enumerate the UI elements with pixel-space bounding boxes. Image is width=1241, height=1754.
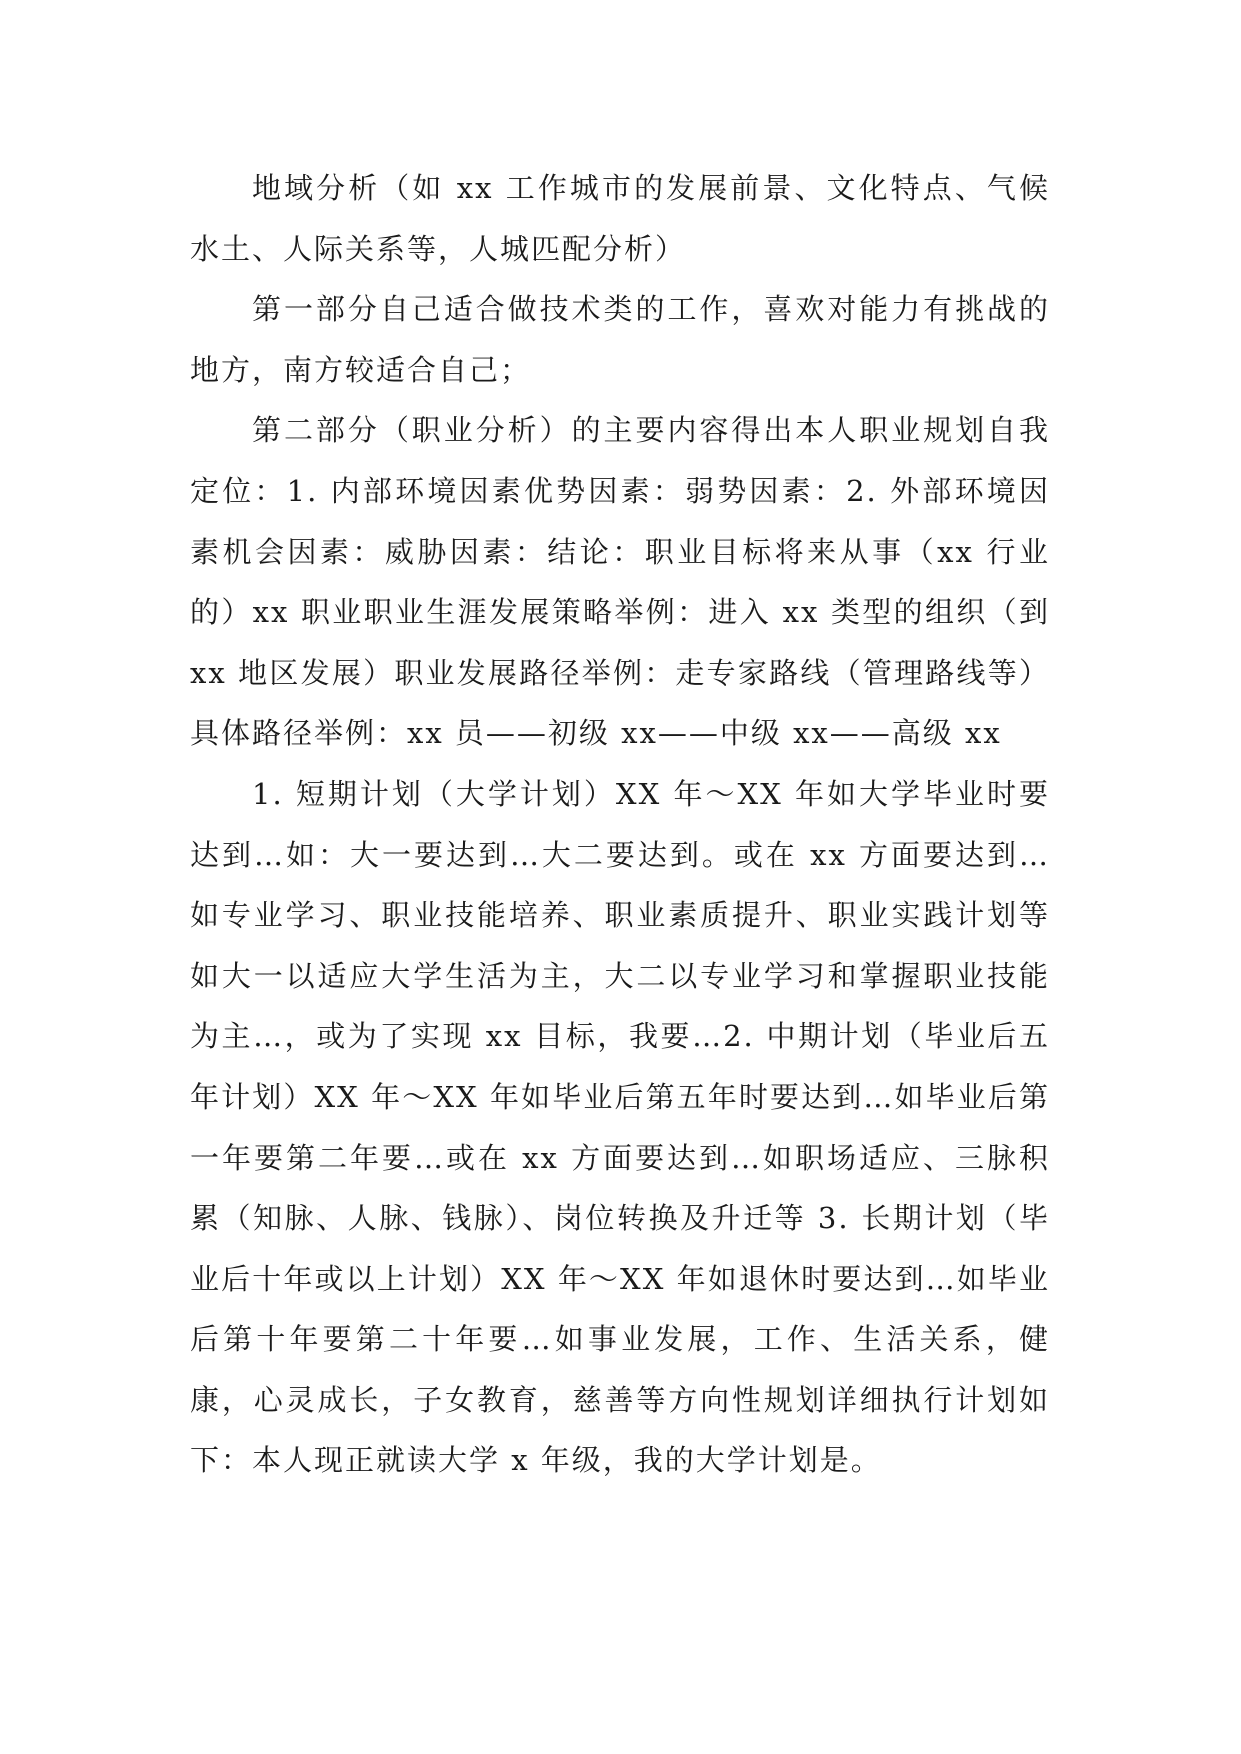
paragraph-part-one: 第一部分自己适合做技术类的工作，喜欢对能力有挑战的地方，南方较适合自己； bbox=[190, 292, 1050, 387]
paragraph-part-two: 第二部分（职业分析）的主要内容得出本人职业规划自我定位：1. 内部环境因素优势因素：弱势因素：2. 外部环境因素机会因素：威胁因素：结论：职业目标将来从事（xx 行业的）xx 职业职业生涯发展策略举例：进入 xx 类型的组织（到 xx 地区发展）职业发展路径举例：走专家路线（管理路线等）具体路径举例：xx 员——初级 xx——中级 xx——高级 xx bbox=[190, 413, 1050, 751]
document-body bbox=[190, 158, 1050, 1491]
paragraph-plans: 1. 短期计划（大学计划）XX 年～XX 年如大学毕业时要达到…如：大一要达到…大二要达到。或在 xx 方面要达到…如专业学习、职业技能培养、职业素质提升、职业实践计划等如大一以适应大学生活为主，大二以专业学习和掌握职业技能为主…，或为了实现 xx 目标，我要…2. 中期计划（毕业后五年计划）XX 年～XX 年如毕业后第五年时要达到…如毕业后第一年要第二年要…或在 xx 方面要达到…如职场适应、三脉积累（知脉、人脉、钱脉）、岗位转换及升迁等 3. 长期计划（毕业后十年或以上计划）XX 年～XX 年如退休时要达到…如毕业后第十年要第二十年要…如事业发展，工作、生活关系，健康，心灵成长，子女教育，慈善等方向性规划详细执行计划如下：本人现正就读大学 x 年级，我的大学计划是。 bbox=[190, 776, 1050, 1478]
paragraph-regional-analysis: 地域分析（如 xx 工作城市的发展前景、文化特点、气候水土、人际关系等，人城匹配分析） bbox=[190, 171, 1050, 266]
